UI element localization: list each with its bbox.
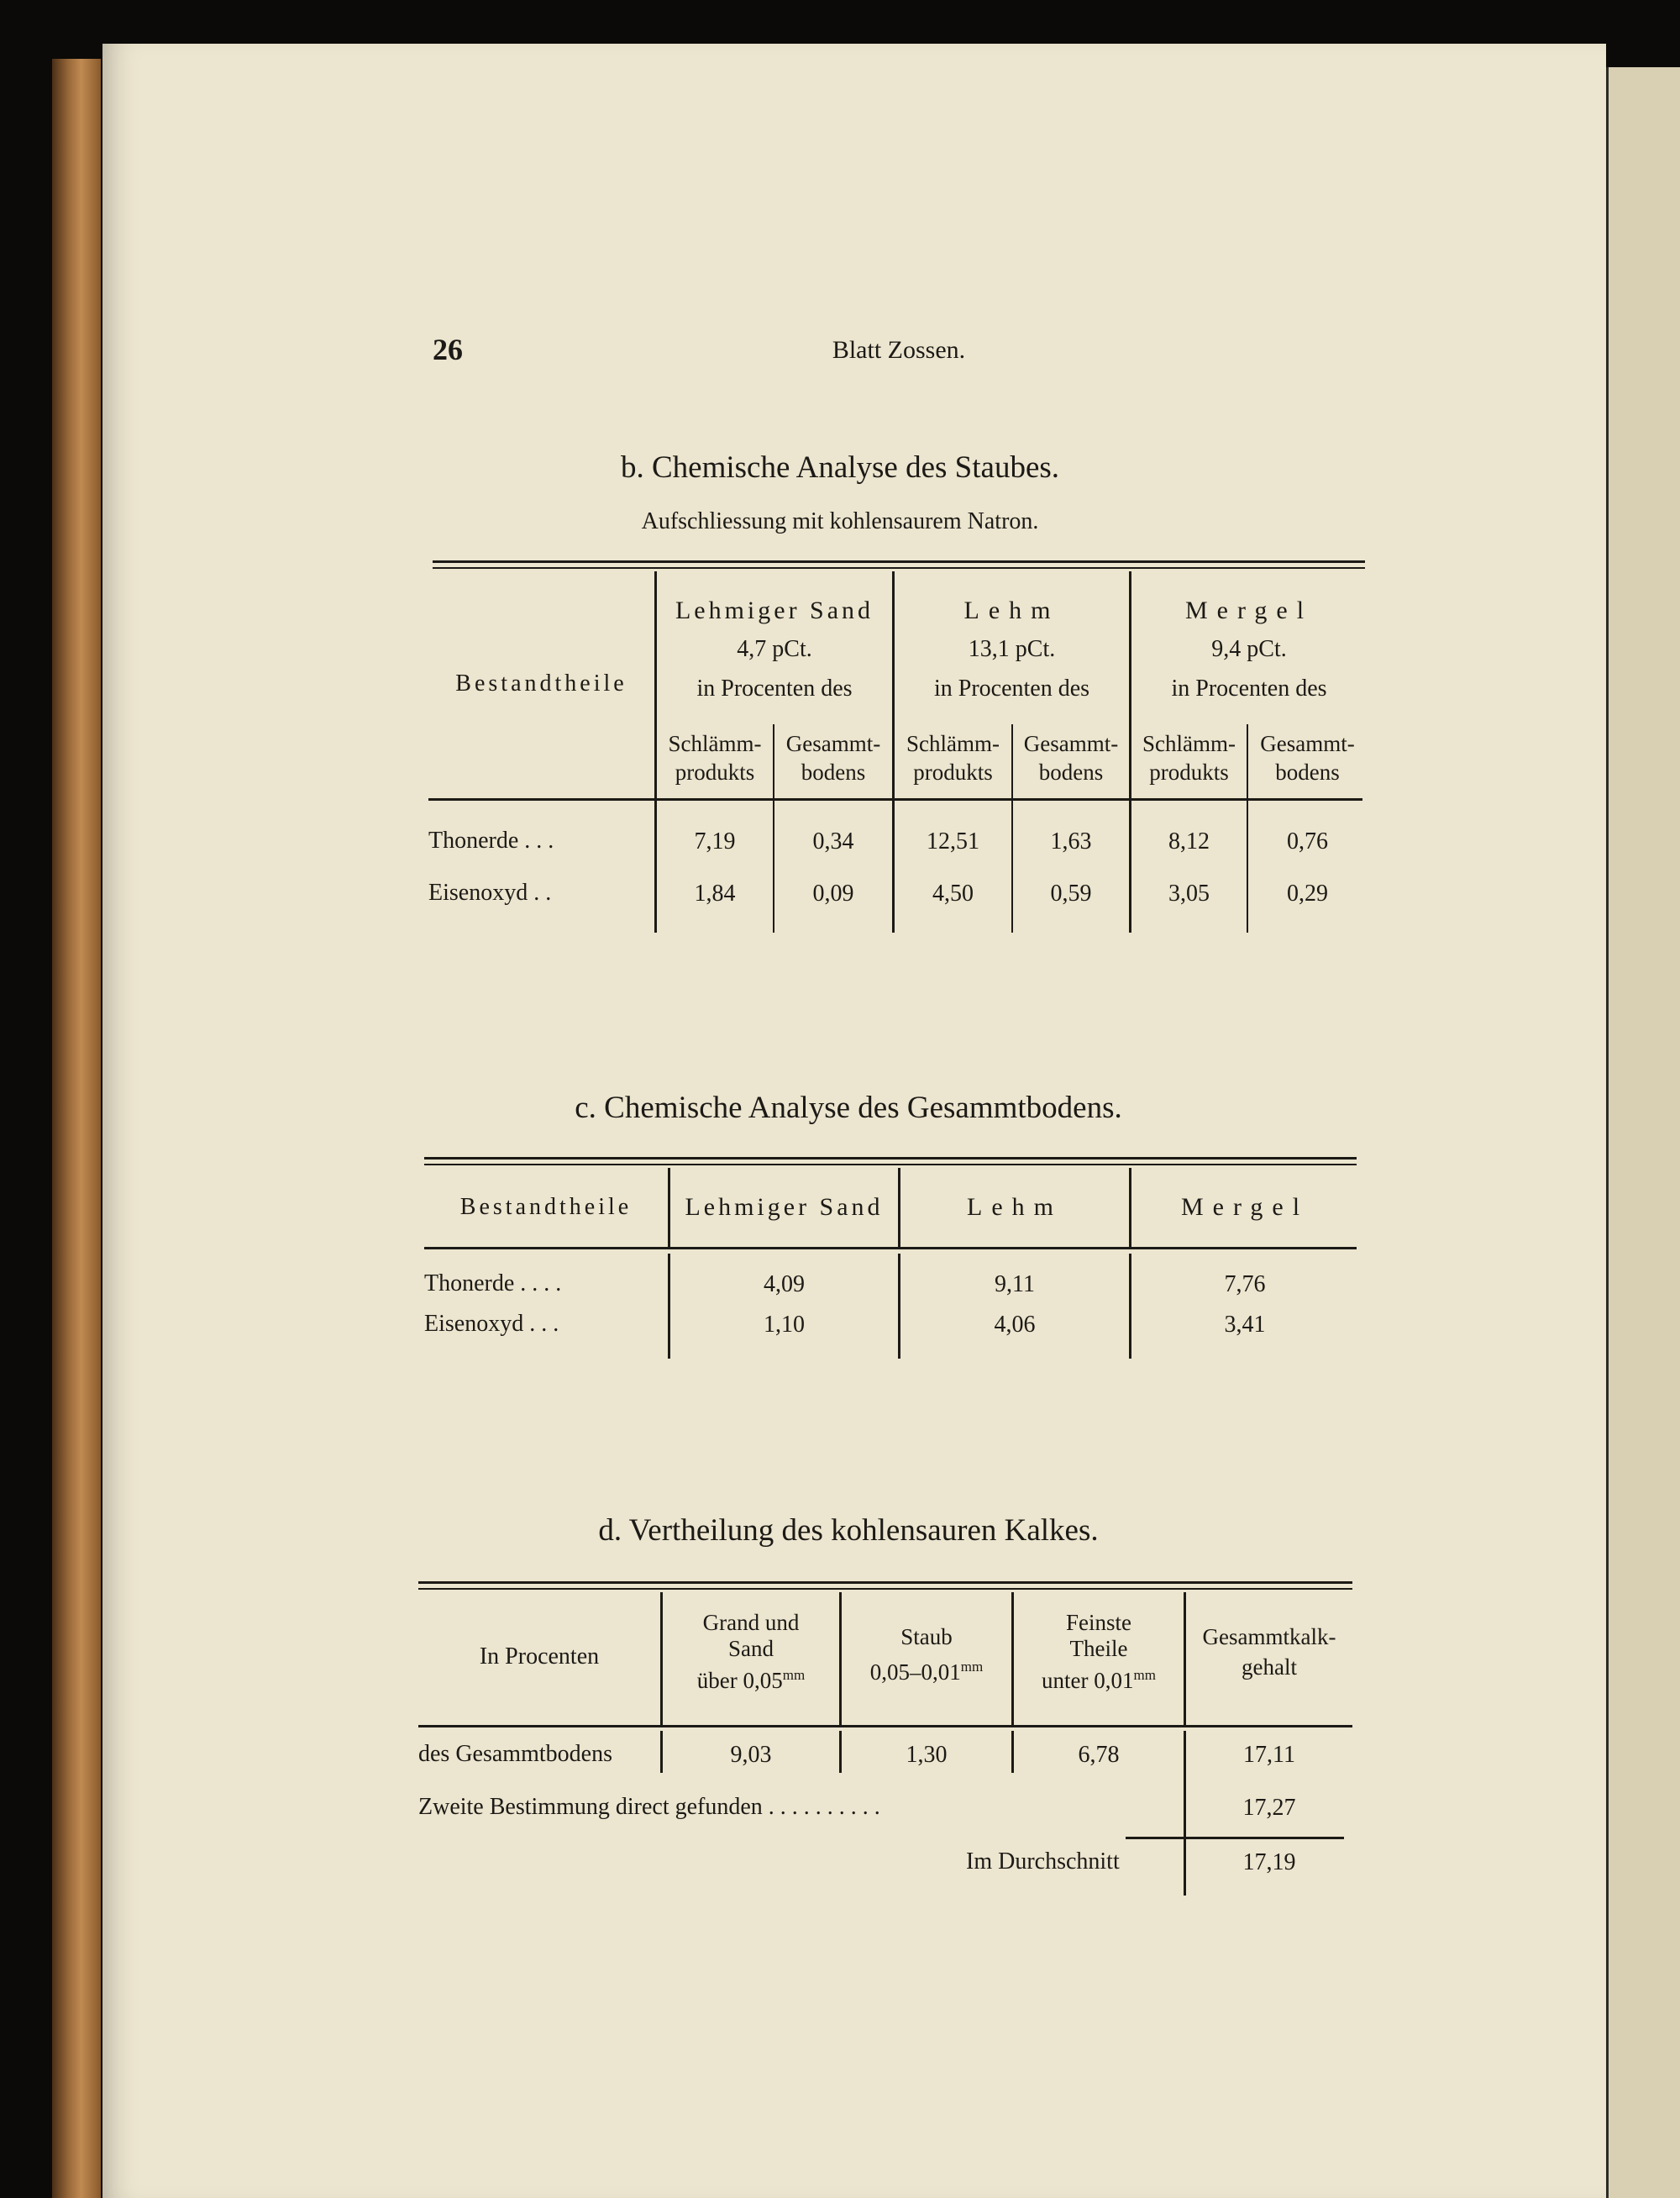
group-name: Lehm (963, 597, 1060, 624)
page-number: 26 (433, 333, 463, 366)
value-cell: 12,51 (927, 828, 979, 854)
value-cell: 6,78 (1078, 1742, 1120, 1768)
header-cell (1014, 1610, 1184, 1694)
value-cell: 1,10 (764, 1312, 805, 1338)
subcol-header (1248, 729, 1367, 786)
value-cell: 0,34 (812, 828, 854, 854)
header-line: Staub (900, 1624, 953, 1649)
subcol-line: Gesammt- (785, 731, 881, 756)
subcol-header (895, 729, 1011, 786)
subcol-line: produkts (1149, 760, 1229, 785)
value-cell: 0,76 (1287, 828, 1328, 854)
header-cell: Bestandtheile (459, 1194, 633, 1220)
header-line: Feinste (1066, 1610, 1131, 1635)
subcol-header (1131, 729, 1247, 786)
group-basis: in Procenten des (933, 676, 1090, 702)
subcol-line: bodens (1275, 760, 1340, 785)
header-line: Sand (728, 1636, 774, 1661)
subcol-line: Schlämm- (906, 731, 1000, 756)
subcol-line: Gesammt- (1260, 731, 1355, 756)
unit-sup: mm (960, 1659, 984, 1675)
section-b-subtitle: Aufschliessung mit kohlensaurem Natron. (641, 508, 1039, 534)
row-label: des Gesammtbodens (418, 1741, 612, 1767)
group-name: Mergel (1184, 597, 1314, 624)
book-spine (52, 59, 101, 2198)
rule (428, 798, 1362, 801)
subcol-line: produkts (675, 760, 755, 785)
rule (433, 560, 1365, 563)
col-divider (898, 1254, 900, 1359)
group-share: 4,7 pCt. (737, 636, 812, 662)
value-cell: 4,09 (764, 1271, 805, 1297)
rule (418, 1725, 1352, 1727)
group-basis: in Procenten des (1171, 676, 1327, 702)
group-share: 9,4 pCt. (1211, 636, 1287, 662)
value-cell: 4,06 (994, 1312, 1036, 1338)
rule (424, 1164, 1357, 1165)
header-cell (1186, 1622, 1352, 1682)
header-cell: Lehmiger Sand (685, 1193, 884, 1221)
unit-sup: mm (1133, 1667, 1156, 1683)
header-cell: Lehm (967, 1193, 1063, 1221)
subcol-line: Gesammt- (1023, 731, 1119, 756)
row-label: Eisenoxyd . . . (424, 1311, 559, 1337)
subcol-line: Schlämm- (668, 731, 762, 756)
subcol-line: Schlämm- (1142, 731, 1236, 756)
value-cell: 0,29 (1287, 881, 1328, 907)
header-cell: Mergel (1180, 1193, 1310, 1221)
rule (418, 1581, 1352, 1584)
header-cell: In Procenten (479, 1643, 600, 1670)
rule (1126, 1837, 1344, 1839)
header-line: gehalt (1242, 1654, 1297, 1680)
value-cell: 7,19 (694, 828, 736, 854)
header-cell (842, 1622, 1011, 1687)
rule (418, 1588, 1352, 1590)
value-cell: 8,12 (1168, 828, 1210, 854)
value-cell: 17,27 (1242, 1795, 1296, 1821)
running-head: Blatt Zossen. (832, 336, 966, 364)
group-share: 13,1 pCt. (968, 636, 1056, 662)
value-cell: 0,09 (812, 881, 854, 907)
subcol-line: bodens (801, 760, 866, 785)
row-label: Thonerde . . . . (424, 1270, 562, 1296)
section-b-title: b. Chemische Analyse des Staubes. (620, 450, 1060, 485)
value-cell: 17,19 (1242, 1849, 1296, 1875)
value-cell: 3,41 (1224, 1312, 1266, 1338)
subcol-header (657, 729, 773, 786)
value-cell: 7,76 (1224, 1271, 1266, 1297)
col-divider (668, 1254, 670, 1359)
value-cell: 9,11 (995, 1271, 1035, 1297)
unit-sup: mm (782, 1667, 806, 1683)
header-line: Grand und (702, 1610, 800, 1635)
value-cell: 17,11 (1243, 1742, 1295, 1768)
section-d-title: d. Vertheilung des kohlensauren Kalkes. (598, 1513, 1099, 1548)
subcol-header (1013, 729, 1129, 786)
subcol-line: produkts (913, 760, 993, 785)
value-cell: 1,63 (1050, 828, 1092, 854)
header-line: Gesammtkalk- (1202, 1624, 1336, 1649)
row-label: Eisenoxyd . . (428, 880, 552, 906)
col-divider (1129, 1254, 1131, 1359)
second-determination-label: Zweite Bestimmung direct gefunden . . . . . . . . . . (418, 1794, 880, 1820)
rule (433, 567, 1365, 569)
rule (424, 1157, 1357, 1159)
rule (424, 1247, 1357, 1249)
value-cell: 3,05 (1168, 881, 1210, 907)
group-name: Lehmiger Sand (675, 597, 874, 624)
header-line: 0,05–0,01 (869, 1659, 961, 1685)
header-cell (663, 1610, 839, 1694)
average-label: Im Durchschnitt (966, 1848, 1120, 1875)
header-line: unter 0,01 (1042, 1668, 1134, 1693)
row-label: Thonerde . . . (428, 828, 554, 854)
value-cell: 4,50 (932, 881, 974, 907)
value-cell: 1,84 (694, 881, 736, 907)
value-cell: 0,59 (1050, 881, 1092, 907)
subcol-header (774, 729, 892, 786)
row-header: Bestandtheile (455, 670, 627, 697)
header-line: über 0,05 (696, 1668, 783, 1693)
value-cell: 1,30 (906, 1742, 948, 1768)
subcol-line: bodens (1038, 760, 1104, 785)
group-basis: in Procenten des (696, 676, 853, 702)
section-c-title: c. Chemische Analyse des Gesammtbodens. (575, 1091, 1122, 1125)
header-line: Theile (1069, 1636, 1128, 1661)
adjacent-page-edge (1606, 67, 1680, 2198)
value-cell: 9,03 (730, 1742, 772, 1768)
